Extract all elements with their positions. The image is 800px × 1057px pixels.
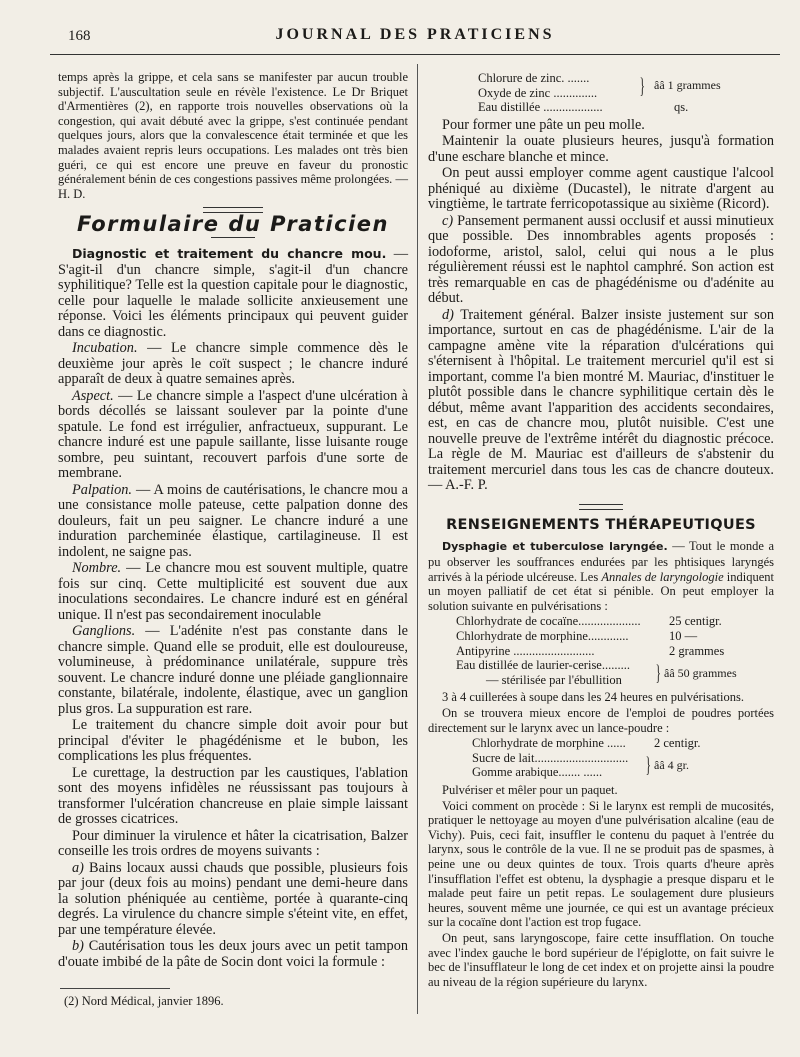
formula-ingredient: Oxyde de zinc .............. [478,85,598,100]
socin-paste-formula [478,71,774,115]
formula-quantity: ââ 4 gr. [654,758,689,773]
formula-quantity: 2 grammes [669,643,725,658]
item-d-label: d) [442,306,454,323]
intro-paragraph: temps après la grippe, et cela sans se manifester par aucun trouble subjectif. L'auscultation seule en révèle l'existence. Le Dr Briquet d'Armentières (2), en rapporte trois nouvelles observations où la congestion, qui avait débuté avec la grippe, s'est continuée pendant quelques jours, alors que la convalescence était terminée et que les malades avaient repris leurs occupations. Les malades ont très bien guéri, ce qui est encore une preuve en faveur du pronostic généralement bénin de ces congestions passives même prolongées. — H. D. [58,70,408,201]
item-c-text: Pansement permanent aussi occlusif et aussi minutieux que possible. Des innombrables agents proposés : iodoforme, aristol, salol, celui qui nous a le plus régulièrement réussi est le naphtol camphré. Son action est très remarquable en cas de phagédénisme ou d'adénite au début. [428,212,774,307]
nombre-label: Nombre. [72,560,122,577]
ganglions-text: — L'adénite n'est pas constante dans le chancre simple. Quand elle se produit, elle est douloureuse, volumineuse, à prédominance unilatérale, suppure très souvent. Le chancre induré donne une pléiade ganglionnaire constante, bilatérale, indolente, élastique, avec un ganglion plus gros. La suppuration est rare. [58,623,409,717]
formula-quantity: ââ 1 grammes [654,78,721,93]
nombre-paragraph [58,561,408,623]
formula-ingredient: Antipyrine .......................... [456,643,595,658]
formula-row [456,614,764,629]
item-b-paragraph [58,939,408,970]
brace-glyph: } [646,752,652,778]
formula-group [478,71,774,100]
formula-quantity: 2 centigr. [654,736,701,751]
brace-glyph: } [656,659,662,685]
dysphagie-title: Dysphagie et tuberculose laryngée. [442,540,668,554]
formula-ingredient: Sucre de lait.............................. [472,750,629,765]
incubation-label: Incubation. [72,340,138,357]
item-c-label: c) [442,212,454,229]
section-rule [579,504,623,510]
page-header [50,18,780,55]
formula-group-lines [456,658,655,687]
formula-ingredient: Chlorhydrate de morphine ...... [472,736,626,751]
item-d-text: Traitement général. Balzer insiste justement sur son importance, surtout en cas de phagédénisme. L'air de la campagne amène vite la réparation d'ulcérations qui s'éternisent à l'hôpital. Le traitement mercuriel qu'il est si important, comme l'a bien montré M. Mauriac, d'instituer le plutôt possible dans le chancre syphilitique certain dès le début, même avant l'apparition des accidents secondaires, est, en cas de chancre mou, plutôt nuisible. C'est une nouvelle preuve de l'extrême intérêt du diagnostic précoce. La règle de M. Mauriac est d'ailleurs de s'abstenir du traitement mercuriel dans tous les cas de chancre douteux. — A.-F. P. [428,306,774,494]
ganglions-paragraph [58,624,408,717]
formula-group [456,658,764,687]
formula-quantity: 10 — [669,629,698,644]
brace-glyph: } [640,72,646,98]
paragraph: Maintenir la ouate plusieurs heures, jusqu'à formation d'une eschare blanche et mince. [428,133,774,165]
section-title: Formulaire du Praticien [77,212,389,237]
paragraph: On se trouvera mieux encore de l'emploi de poudres portées directement sur le larynx avec un lance-poudre : [428,706,774,735]
formula-group [472,751,734,780]
footnote: (2) Nord Médical, janvier 1896. [64,994,224,1008]
page-number: 168 [68,28,91,44]
ganglions-label: Ganglions. [72,623,136,640]
right-column [428,70,774,990]
curettage-paragraph: Le curettage, la destruction par les caustiques, l'ablation sont des moyens infidèles ne réussissant pas toujours à transformer l'ulcération chancreuse en plaie simple laissant de grosses cicatrices. [58,764,408,828]
formula-quantity: ââ 50 grammes [664,665,737,680]
formula-quantity: qs. [674,100,689,115]
journal-title: JOURNAL DES PRATICIENS [275,26,555,43]
item-a-paragraph [58,861,408,939]
formula-row [478,100,774,115]
paragraph: Pulvériser et mêler pour un paquet. [442,782,618,797]
dysphagie-text-2: indiquent un moyen palliatif de cet état si pénible. On peut employer la solution suivante en pulvérisations : [428,569,774,613]
item-c-paragraph [428,214,774,307]
item-a-text: Bains locaux aussi chauds que possible, plusieurs fois par jour (deux fois au moins) pendant une demi-heure dans la solution phéniquée au centième, portée à quarante-cinq degrés. La virulence du chancre simple s'éteint vite, en effet, par une température élevée. [58,859,408,938]
palpation-text: — A moins de cautérisations, le chancre mou a une consistance molle pateuse, cette palpation donne des douleurs, fait un peu saigner. Le chancre induré a une induration parcheminée élastique, cartilagineuse. Il est indolent, ne saigne pas. [58,481,408,560]
dysphagie-text: — Tout le monde a pu observer les souffrances endurées par les phtisiques laryngés arrivés à la période ulcéreuse. Les [428,539,774,584]
journal-name: Annales de laryngologie [601,569,724,584]
article-intro-text: — S'agit-il d'un chancre simple, s'agit-il d'un chancre syphilitique? Telle est la question capitale pour le diagnostic, celle pour laquelle le malade sollicite anxieusement une réponse. Voici les éléments principaux qui peuvent guider dans ce diagnostic. [58,246,408,340]
formula-group-lines [472,751,645,780]
left-column [58,70,408,971]
footnote-rule [60,988,170,989]
item-a-label: a) [72,859,84,876]
formula-group-lines [478,71,639,100]
incubation-paragraph [58,341,408,388]
palpation-label: Palpation. [72,481,132,498]
column-divider [417,64,418,1014]
formula-ingredient: Eau distillée de laurier-cerise......... [456,658,630,673]
palpation-paragraph [58,483,408,561]
section-title: RENSEIGNEMENTS THÉRAPEUTIQUES [446,516,756,533]
paragraph: On peut aussi employer comme agent caustique l'alcool phéniqué au dixième (Ducastel), le nitrate d'argent au vingtième, le tartrate ferricopotassique au sixième (Ricord). [428,165,774,213]
aspect-text: — Le chancre simple a l'aspect d'une ulcération à bords décollés se laissant soulever par la pointe d'une spatule. Le fond est irrégulier, anfractueux, suppurant. Le chancre induré est une papule saillante, lisse luisante rouge sombre, peu suintant, recouvert parfois d'une sorte de membrane. [58,387,408,482]
powder-formula [472,736,734,780]
title-underline [211,237,255,238]
incubation-text: — Le chancre simple commence dès le deuxième jour après le coït suspect ; le chancre induré apparaît de deux à quatre semaines après. [58,340,408,388]
aspect-paragraph [58,389,408,482]
item-b-label: b) [72,938,84,955]
article-title: Diagnostic et traitement du chancre mou. [72,246,387,262]
aspect-label: Aspect. [72,387,114,404]
diminuer-paragraph: Pour diminuer la virulence et hâter la cicatrisation, Balzer conseille les trois ordres de moyens suivants : [58,827,408,860]
formula-ingredient: — stérilisée par l'ébullition [486,672,622,687]
nombre-text: — Le chancre mou est souvent multiple, quatre fois sur cinq. Cette multiplicité est souvent due aux inoculations secondaires. Le chancre induré est en général unique. Il n'est pas secondairement inoculable [58,560,408,623]
formula-row [472,736,734,751]
formula-row [456,644,764,659]
paragraph: Voici comment on procède : Si le larynx est rempli de mucosités, pratiquer le nettoyage au moyen d'une pulvérisation alcaline (eau de Vichy). Puis, ceci fait, insuffler le contenu du paquet à l'entrée du larynx, sous le contrôle de la vue. Il ne se produit pas de spasmes, à peine une ou deux quintes de toux. Trois quarts d'heure après l'insufflation l'effet est obtenu, la dysphagie a presque disparu et le malade peut faire un petit repas. Le soulagement dure plusieurs heures, souvent même une journée, ce qui est un avantage précieux sur la cocaïne dont l'action est trop fugace. [428,798,774,930]
paragraph: On peut, sans laryngoscope, faire cette insufflation. On touche avec l'index gauche le bord supérieur de l'épiglotte, on fait suivre le bec de l'insufflateur le long de cet index et on projette ainsi la poudre au niveau de la région supérieure du larynx. [428,930,774,989]
article-intro [58,246,408,340]
formula-ingredient: Chlorhydrate de morphine............. [456,629,629,644]
formula-ingredient: Chlorure de zinc. ....... [478,71,590,85]
item-b-text: Cautérisation tous les deux jours avec un petit tampon d'ouate imbibé de la pâte de Socin dont voici la formule : [58,938,409,970]
formula-ingredient: Eau distillée ................... [478,100,603,115]
formula-ingredient: Chlorhydrate de cocaïne.................... [456,614,641,629]
spray-formula [456,614,764,687]
formula-ingredient: Gomme arabique....... ...... [472,765,603,780]
paragraph: Pour former une pâte un peu molle. [442,116,645,133]
traitement-paragraph: Le traitement du chancre simple doit avoir pour but principal d'éviter le phagédénisme et le bubon, les complications les plus fréquentes. [58,717,408,765]
dysphagie-paragraph [428,539,774,613]
formula-row [456,629,764,644]
formula-quantity: 25 centigr. [669,614,722,629]
paragraph: 3 à 4 cuillerées à soupe dans les 24 heures en pulvérisations. [442,690,744,705]
item-d-paragraph [428,308,774,494]
